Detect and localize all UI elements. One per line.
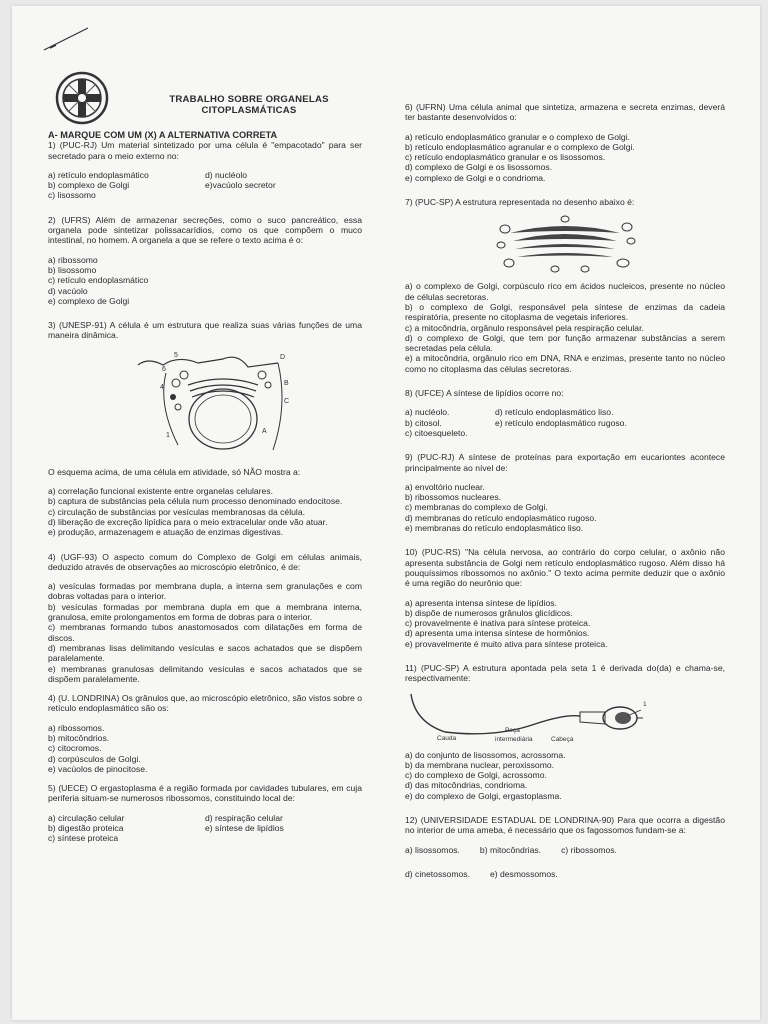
q3-option-b[interactable]: b) captura de substâncias pela célula num processo denominado endocitose. xyxy=(48,496,343,507)
q6-option-d[interactable]: d) complexo de Golgi e os lisossomos. xyxy=(405,162,553,173)
q7-option-c[interactable]: c) a mitocôndria, orgânulo responsável pela respiração celular. xyxy=(405,322,644,333)
question-9 xyxy=(405,452,725,533)
q4-option-e[interactable]: e) membranas granulosas delimitando vesículas e sacos achatados que se dispõem paralelamente. xyxy=(48,663,362,684)
q4-option-b[interactable]: b) vesículas formadas por membrana dupla em que a membrana interna, granulosa, emite prolongamentos em forma de dobras para o interior. xyxy=(48,601,362,623)
q9-option-e[interactable]: e) membranas do retículo endoplasmático liso. xyxy=(405,523,584,534)
q1-option-b[interactable]: b) complexo de Golgi xyxy=(48,180,130,191)
question-11 xyxy=(405,663,725,801)
q1-option-a[interactable]: a) retículo endoplasmático xyxy=(48,169,149,180)
q5-option-a[interactable]: a) circulação celular xyxy=(48,812,125,823)
q3-option-c[interactable]: c) circulação de substâncias por vesículas membranosas da célula. xyxy=(48,506,305,517)
page-title xyxy=(164,94,334,116)
right-column xyxy=(405,102,725,879)
question-2-text: 2) (UFRS) Além de armazenar secreções, como o suco pancreático, essa organela pode sintetizar polissacarídios, como os que compõem o muco intestinal, no homem. A organela a que se refere o texto acima é o: xyxy=(48,214,362,246)
q5-option-e[interactable]: e) síntese de lipídios xyxy=(205,823,284,834)
q11-option-a[interactable]: a) do conjunto de lisossomos, acrossoma. xyxy=(405,749,566,760)
question-11-text: 11) (PUC-SP) A estrutura apontada pela seta 1 é derivada do(da) e chama-se, respectivamente: xyxy=(405,662,725,684)
q12-option-a[interactable]: a) lisossomos. xyxy=(405,844,460,855)
q11-option-d[interactable]: d) das mitocôndrias, condrioma. xyxy=(405,780,528,791)
q4b-option-a[interactable]: a) ribossomos. xyxy=(48,722,105,733)
question-3-text: 3) (UNESP-91) A célula é um estrutura que realiza suas várias funções de uma maneira dinâmica. xyxy=(48,320,362,341)
sperm-label-1: 1 xyxy=(643,700,647,708)
q12-option-e[interactable]: e) desmossomos. xyxy=(489,868,558,879)
q8-option-b[interactable]: b) citosol. xyxy=(405,417,442,428)
q10-option-d[interactable]: d) apresenta uma intensa síntese de hormônios. xyxy=(405,628,590,639)
question-6-text: 6) (UFRN) Uma célula animal que sintetiza, armazena e secreta enzimas, deverá ter bastante desenvolvidos o: xyxy=(405,102,725,123)
q7-option-b[interactable]: b) o complexo de Golgi, responsável pela síntese de enzimas da cadeia respiratória, presente no citoplasma de vegetais inferiores. xyxy=(405,301,725,323)
q5-option-c[interactable]: c) síntese proteica xyxy=(48,833,119,844)
golgi-diagram xyxy=(405,211,725,277)
q12-option-b[interactable]: b) mitocôndrias. xyxy=(479,844,542,855)
q1-option-c[interactable]: c) lisossomo xyxy=(48,190,96,201)
question-12 xyxy=(405,815,725,879)
q1-option-e[interactable]: e)vacúolo secretor xyxy=(205,180,276,191)
sperm-label-cabeca: Cabeça xyxy=(551,735,574,743)
pen-scribble-mark xyxy=(42,24,92,54)
q5-option-d[interactable]: d) respiração celular xyxy=(205,812,283,823)
cell-label-B: B xyxy=(284,379,289,387)
cell-label-6: 6 xyxy=(162,365,166,373)
question-7-text: 7) (PUC-SP) A estrutura representada no desenho abaixo é: xyxy=(405,197,635,208)
q4b-option-c[interactable]: c) citocromos. xyxy=(48,743,102,754)
q1-option-d[interactable]: d) nucléolo xyxy=(205,169,248,180)
sperm-label-cauda: Cauda xyxy=(437,734,457,742)
school-logo xyxy=(54,70,110,126)
q11-option-c[interactable]: c) do complexo de Golgi, acrossomo. xyxy=(405,770,547,781)
q9-option-a[interactable]: a) envoltório nuclear. xyxy=(405,481,485,492)
q6-option-a[interactable]: a) retículo endoplasmático granular e o complexo de Golgi. xyxy=(405,131,630,142)
q8-option-d[interactable]: d) retículo endoplasmático liso. xyxy=(495,407,614,418)
q8-option-c[interactable]: c) citoesqueleto. xyxy=(405,427,468,438)
q4b-option-d[interactable]: d) corpúsculos de Golgi. xyxy=(48,753,141,764)
question-5-text: 5) (UECE) O ergastoplasma é a região formada por cavidades tubulares, em cuja periferia situam-se numerosos ribossomos, constituindo local de: xyxy=(48,783,362,804)
q2-option-d[interactable]: d) vacúolo xyxy=(48,285,88,296)
q7-option-e[interactable]: e) a mitocôndria, orgânulo rico em DNA, RNA e enzimas, presente tanto no núcleo como no citoplasma das células secretoras. xyxy=(405,353,725,374)
q7-option-d[interactable]: d) o complexo de Golgi, que tem por função armazenar substâncias a serem secretadas pela célula. xyxy=(405,332,725,354)
q2-option-b[interactable]: b) lisossomo xyxy=(48,264,97,275)
q2-option-e[interactable]: e) complexo de Golgi xyxy=(48,295,130,306)
question-6 xyxy=(405,102,725,183)
question-7 xyxy=(405,197,725,374)
q3-option-a[interactable]: a) correlação funcional existente entre organelas celulares. xyxy=(48,486,273,497)
question-1-text: 1) (PUC-RJ) Um material sintetizado por uma célula é "empacotado" para ser secretado para o meio externo no: xyxy=(48,140,362,161)
q6-option-e[interactable]: e) complexo de Golgi e o condrioma. xyxy=(405,172,546,183)
q9-option-b[interactable]: b) ribossomos nucleares. xyxy=(405,492,502,503)
q3-option-d[interactable]: d) liberação de excreção lipídica para o meio extracelular onde vão atuar. xyxy=(48,516,328,527)
question-8 xyxy=(405,388,725,438)
left-column xyxy=(48,130,362,844)
q10-option-c[interactable]: c) provavelmente é inativa para síntese proteica. xyxy=(405,618,591,629)
q2-option-a[interactable]: a) ribossomo xyxy=(48,254,98,265)
q4b-option-e[interactable]: e) vacúolos de pinocitose. xyxy=(48,763,148,774)
question-2 xyxy=(48,215,362,306)
q4b-option-b[interactable]: b) mitocôndrios. xyxy=(48,732,110,743)
cell-label-4: 4 xyxy=(160,383,164,391)
worksheet-page xyxy=(12,6,760,1020)
q8-option-a[interactable]: a) nucléolo. xyxy=(405,407,450,418)
q9-option-c[interactable]: c) membranas do complexo de Golgi. xyxy=(405,502,548,513)
question-4b-text: 4) (U. LONDRINA) Os grânulos que, ao microscópio eletrônico, são vistos sobre o retículo endoplasmático são os: xyxy=(48,693,362,714)
q10-option-a[interactable]: a) apresenta intensa síntese de lipídios. xyxy=(405,597,557,608)
q12-option-d[interactable]: d) cinetossomos. xyxy=(405,868,470,879)
q6-option-c[interactable]: c) retículo endoplasmático granular e os lisossomos. xyxy=(405,152,606,163)
q12-option-c[interactable]: c) ribossomos. xyxy=(561,844,617,855)
sperm-label-peca: Peça xyxy=(505,726,520,734)
q11-option-e[interactable]: e) do complexo de Golgi, ergastoplasma. xyxy=(405,790,562,801)
question-8-text: 8) (UFCE) A síntese de lipídios ocorre no: xyxy=(405,388,564,399)
q4-option-a[interactable]: a) vesículas formadas por membrana dupla, a interna sem granulações e com dobras voltadas para o interior. xyxy=(48,581,362,602)
q9-option-d[interactable]: d) membranas do retículo endoplasmático rugoso. xyxy=(405,512,597,523)
q4-option-d[interactable]: d) membranas lisas delimitando vesículas e sacos achatados que se dispõem paralelamente. xyxy=(48,642,362,664)
question-12-text: 12) (UNIVERSIDADE ESTADUAL DE LONDRINA-90) Para que ocorra a digestão no interior de uma ameba, é necessário que os fagossomos fundam-se a: xyxy=(405,815,725,836)
question-4 xyxy=(48,552,362,685)
q8-option-e[interactable]: e) retículo endoplasmático rugoso. xyxy=(495,417,627,428)
q3-option-e[interactable]: e) produção, armazenagem e atuação de enzimas digestivas. xyxy=(48,527,284,538)
question-3 xyxy=(48,320,362,537)
sperm-diagram xyxy=(405,688,725,746)
cell-diagram xyxy=(48,345,362,463)
q6-option-b[interactable]: b) retículo endoplasmático agranular e o complexo de Golgi. xyxy=(405,141,635,152)
q5-option-b[interactable]: b) digestão proteica xyxy=(48,823,124,834)
q7-option-a[interactable]: a) o complexo de Golgi, corpúsculo rico em ácidos nucleicos, presente no núcleo de células secretoras. xyxy=(405,281,725,302)
title-line-2: CITOPLASMÁTICAS xyxy=(201,105,297,116)
cell-label-5: 5 xyxy=(174,351,178,359)
cell-label-1: 1 xyxy=(166,431,170,439)
question-10 xyxy=(405,547,725,649)
question-10-text: 10) (PUC-RS) "Na célula nervosa, ao contrário do corpo celular, o axônio não apresenta substância de Golgi nem retículo endoplasmático rugoso. Além disso há pouquíssimos ribossomos no axônio." O texto acima permite deduzir que o axônio é uma região do neurônio que: xyxy=(405,547,725,589)
question-3-prompt: O esquema acima, de uma célula em atividade, só NÃO mostra a: xyxy=(48,466,301,477)
q10-option-e[interactable]: e) provavelmente é muito ativa para síntese proteica. xyxy=(405,638,608,649)
q11-option-b[interactable]: b) da membrana nuclear, peroxissomo. xyxy=(405,759,555,770)
sperm-label-intermediaria: intermediária xyxy=(495,735,533,743)
cell-label-C: C xyxy=(284,397,290,405)
q10-option-b[interactable]: b) dispõe de numerosos grânulos glicídicos. xyxy=(405,607,573,618)
title-line-1: TRABALHO SOBRE ORGANELAS xyxy=(169,94,329,105)
question-5 xyxy=(48,783,362,843)
q2-option-c[interactable]: c) retículo endoplasmático xyxy=(48,275,149,286)
instructions-heading: A- MARQUE COM UM (X) A ALTERNATIVA CORRETA xyxy=(48,130,278,140)
question-1 xyxy=(48,140,362,200)
question-9-text: 9) (PUC-RJ) A síntese de proteínas para exportação em eucariontes acontece principalmente ao nível de: xyxy=(405,452,725,473)
cell-label-A: A xyxy=(262,427,267,435)
cell-label-D: D xyxy=(280,353,286,361)
question-4-text: 4) (UGF-93) O aspecto comum do Complexo de Golgi em células animais, deduzido através de observações ao microscópio eletrônico, é de: xyxy=(48,551,362,572)
q4-option-c[interactable]: c) membranas formando tubos anastomosados com dilatações em forma de discos. xyxy=(48,622,362,643)
question-4b xyxy=(48,693,362,774)
